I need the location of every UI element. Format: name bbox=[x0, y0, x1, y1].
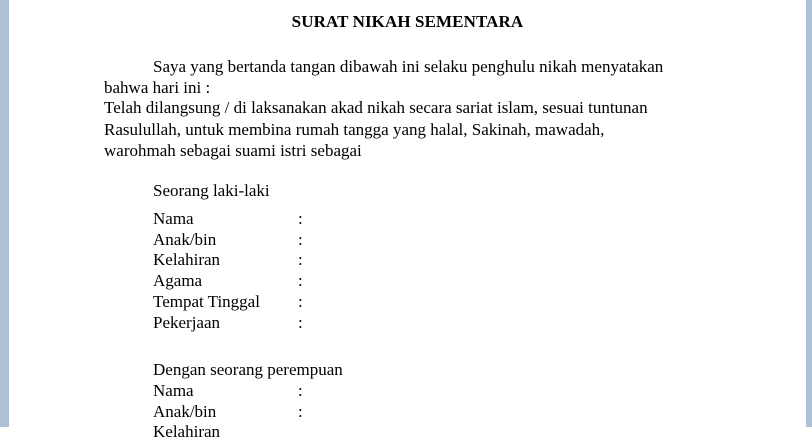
groom-field-colon: : bbox=[298, 230, 303, 249]
groom-field-label: Agama bbox=[153, 271, 203, 290]
window-right-edge bbox=[806, 0, 812, 427]
body-line-3: warohmah sebagai suami istri sebagai bbox=[104, 141, 362, 160]
bride-field-label: Nama bbox=[153, 381, 194, 400]
bride-field-label: Kelahiran bbox=[153, 422, 221, 441]
document-title: SURAT NIKAH SEMENTARA bbox=[291, 12, 524, 31]
groom-field-colon: : bbox=[298, 209, 303, 228]
groom-field-label: Kelahiran bbox=[153, 250, 221, 269]
groom-heading: Seorang laki-laki bbox=[153, 181, 270, 200]
bride-field-label: Anak/bin bbox=[153, 402, 217, 421]
groom-field-colon: : bbox=[298, 313, 303, 332]
bride-field-colon: : bbox=[298, 402, 303, 421]
document-page[interactable] bbox=[9, 0, 806, 441]
intro-line-1: Saya yang bertanda tangan dibawah ini selaku penghulu nikah menyatakan bbox=[153, 57, 664, 76]
groom-field-label: Tempat Tinggal bbox=[153, 292, 260, 311]
groom-field-label: Pekerjaan bbox=[153, 313, 221, 332]
window-left-edge bbox=[0, 0, 9, 427]
groom-field-colon: : bbox=[298, 250, 303, 269]
groom-field-colon: : bbox=[298, 292, 303, 311]
groom-field-label: Nama bbox=[153, 209, 194, 228]
intro-line-2: bahwa hari ini : bbox=[104, 78, 211, 97]
bride-heading: Dengan seorang perempuan bbox=[153, 360, 343, 379]
bride-field-colon: : bbox=[298, 381, 303, 400]
body-line-2: Rasulullah, untuk membina rumah tangga yang halal, Sakinah, mawadah, bbox=[104, 120, 605, 139]
groom-field-label: Anak/bin bbox=[153, 230, 217, 249]
body-line-1: Telah dilangsung / di laksanakan akad nikah secara sariat islam, sesuai tuntunan bbox=[104, 98, 648, 117]
groom-field-colon: : bbox=[298, 271, 303, 290]
